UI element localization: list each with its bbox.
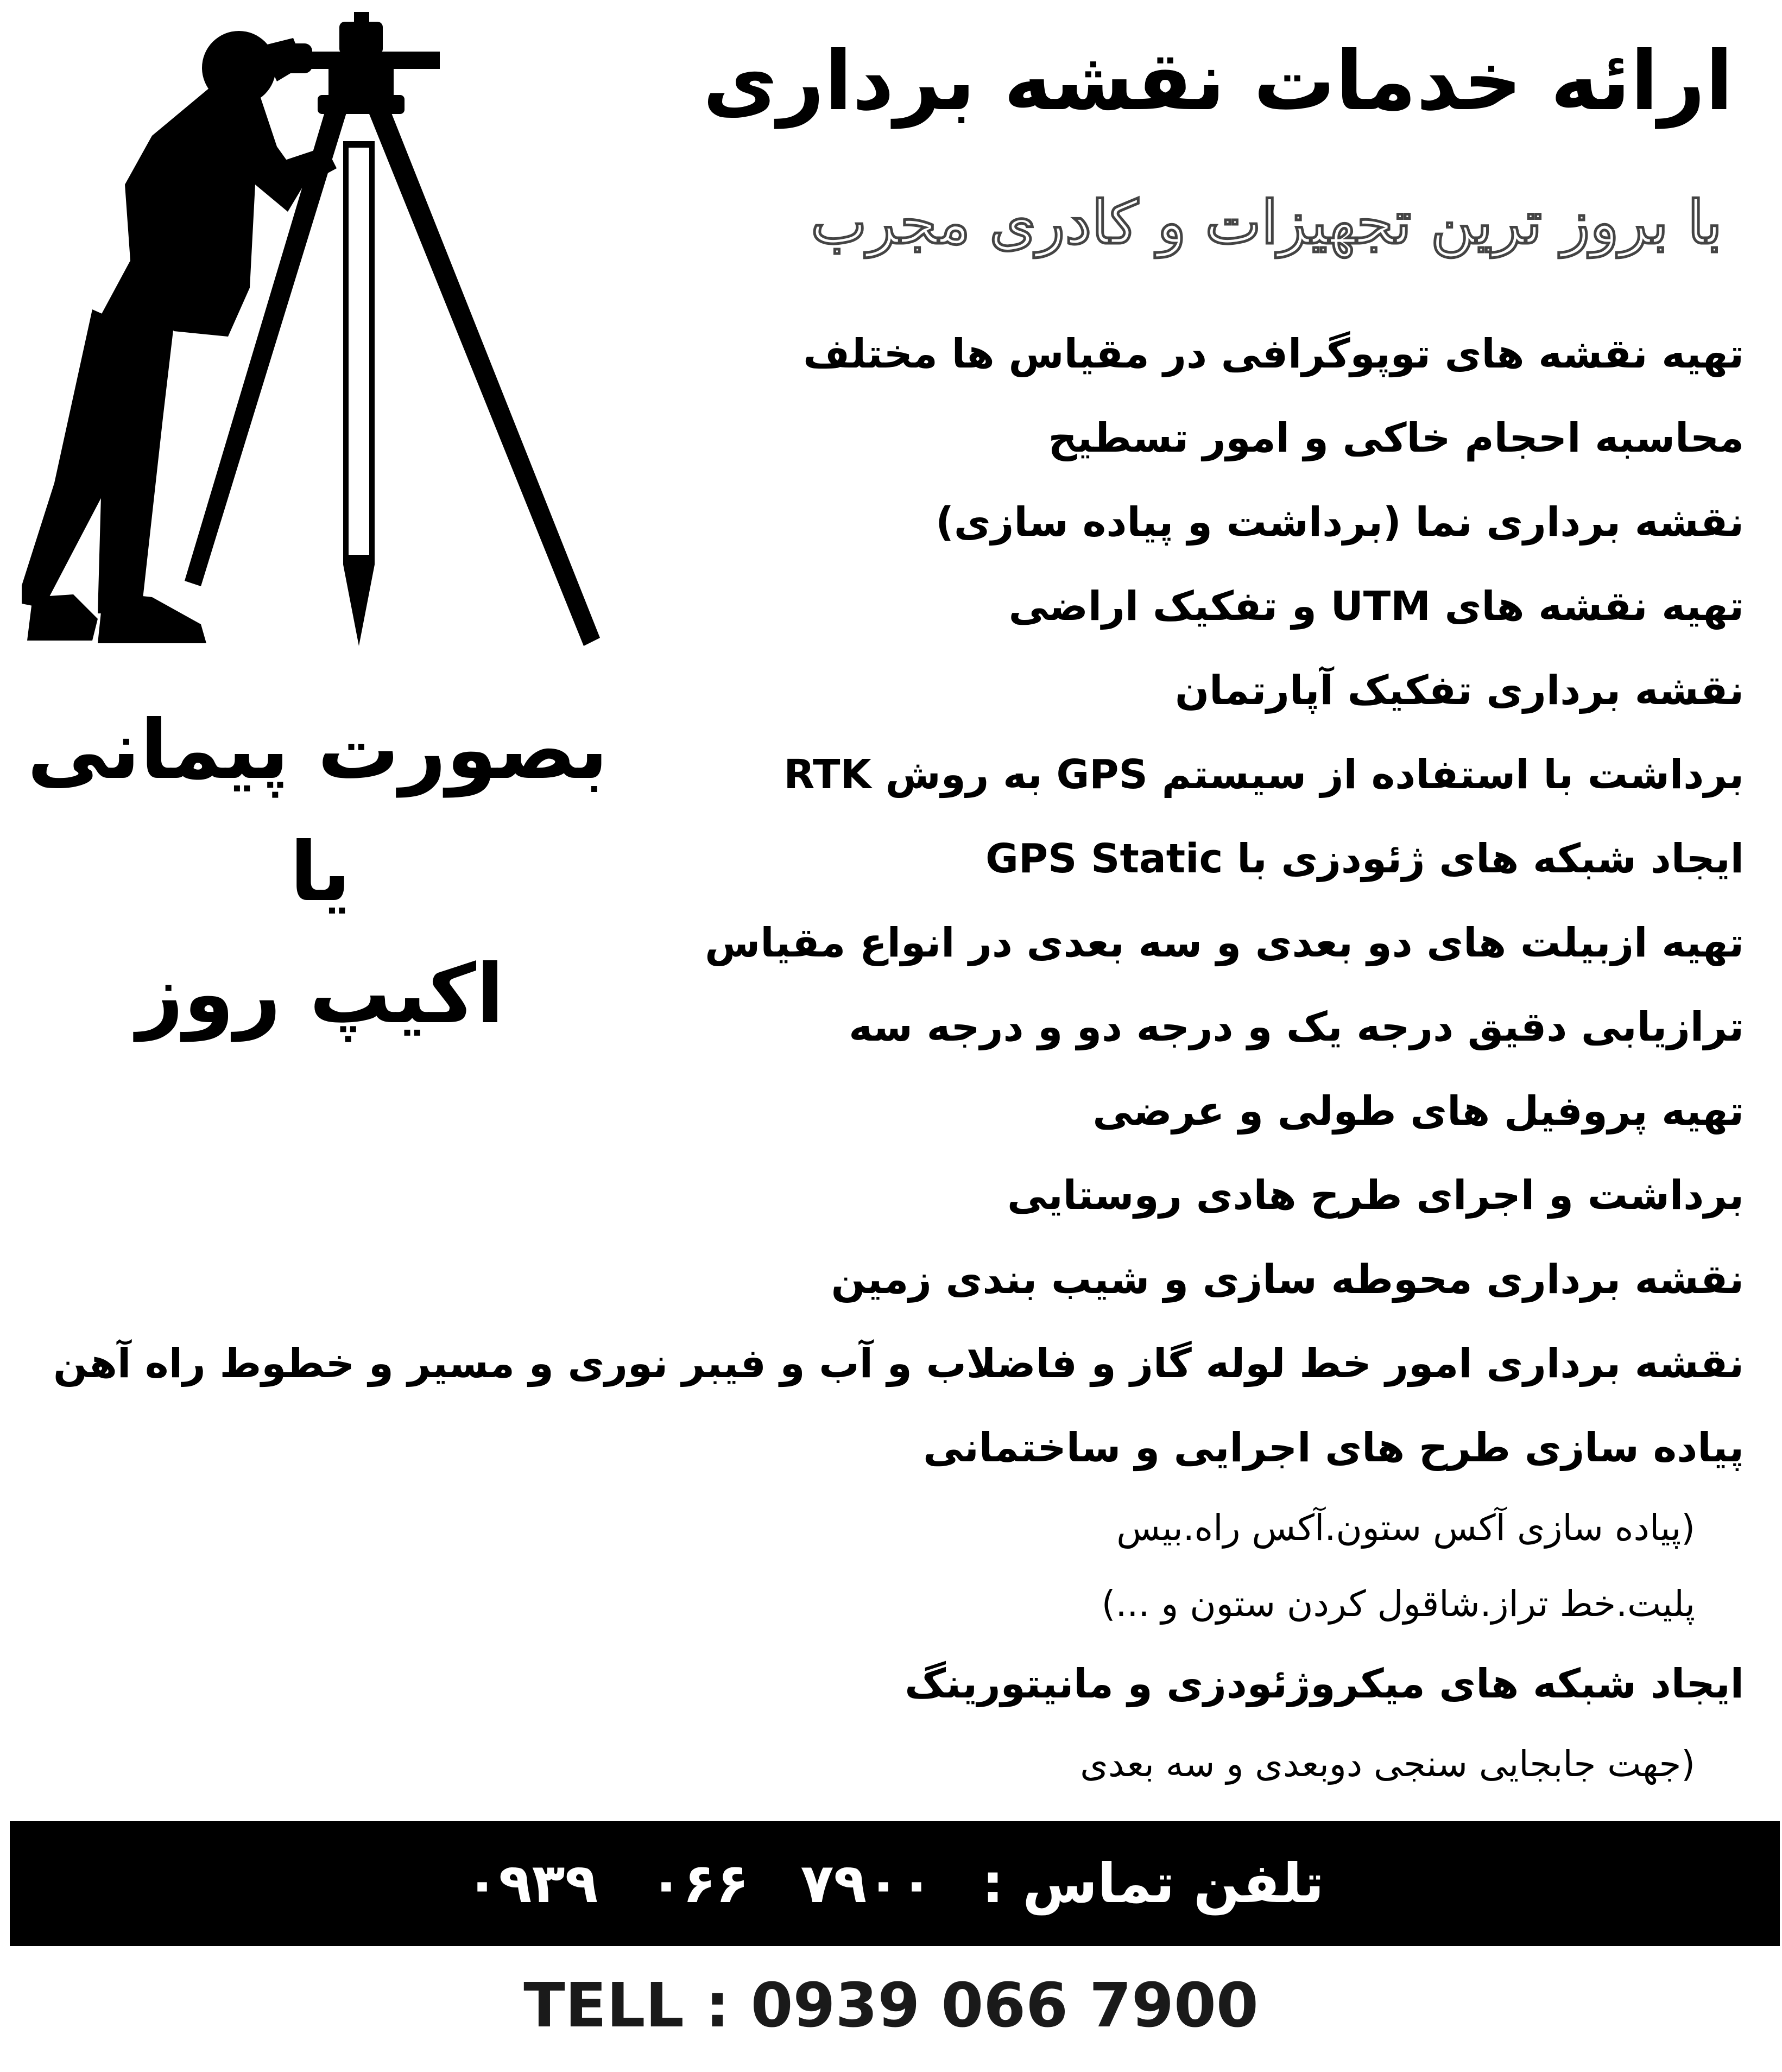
terms-line: بصورت پیمانی (27, 703, 608, 797)
terms-line: اکیپ روز (136, 947, 504, 1042)
contact-bar (10, 1821, 1780, 1946)
contract-terms (27, 689, 608, 1056)
services-list (53, 312, 1744, 1802)
phone-label: تلفن تماس : (982, 1852, 1324, 1915)
list-item: تهیه پروفیل های طولی و عرضی (1092, 1088, 1744, 1135)
page-subtitle: با بروز ترین تجهیزات و کادری مجرب (811, 188, 1722, 257)
list-item: تهیه ازبیلت های دو بعدی و سه بعدی در انواع مقیاس (705, 920, 1744, 966)
list-item: ایجاد شبکه های میکروژئودزی و مانیتورینگ (905, 1661, 1744, 1707)
list-item: ترازیابی دقیق درجه یک و درجه دو و درجه سه (849, 1004, 1744, 1050)
list-item: پیاده سازی طرح های اجرایی و ساختمانی (923, 1424, 1744, 1471)
contact-text (10, 1821, 1780, 1946)
tell-number[interactable]: TELL : 0939 066 7900 (523, 1970, 1259, 2041)
list-item: نقشه برداری محوطه سازی و شیب بندی زمین (831, 1256, 1744, 1303)
list-item: نقشه برداری تفکیک آپارتمان (1174, 667, 1744, 714)
list-item: برداشت با استفاده از سیستم GPS به روش RTK (783, 751, 1744, 798)
list-item: برداشت و اجرای طرح هادی روستایی (1007, 1172, 1744, 1219)
list-item: ایجاد شبکه های ژئودزی با GPS Static (985, 835, 1744, 882)
list-item: نقشه برداری امور خط لوله گاز و فاضلاب و آب و فیبر نوری و مسیر و خطوط راه آهن (53, 1340, 1744, 1387)
phone-number[interactable]: ۰۹۳۹ ۰۶۶ ۷۹۰۰ (465, 1852, 933, 1915)
list-item: محاسبه احجام خاکی و امور تسطیح (1048, 415, 1744, 461)
list-item-detail: پلیت.خط تراز.شاقول کردن ستون و ...) (1101, 1583, 1695, 1625)
list-item: تهیه نقشه های توپوگرافی در مقیاس ها مختلف (803, 331, 1744, 377)
list-item: نقشه برداری نما (برداشت و پیاده سازی) (936, 499, 1744, 546)
terms-line: یا (289, 825, 351, 920)
page-title: ارائه خدمات نقشه برداری (703, 34, 1733, 129)
list-item: تهیه نقشه های UTM و تفکیک اراضی (1008, 583, 1744, 630)
list-item-detail: (پیاده سازی آکس ستون.آکس راه.بیس (1116, 1507, 1695, 1549)
list-item-detail: (جهت جابجایی سنجی دوبعدی و سه بعدی (1080, 1743, 1695, 1785)
